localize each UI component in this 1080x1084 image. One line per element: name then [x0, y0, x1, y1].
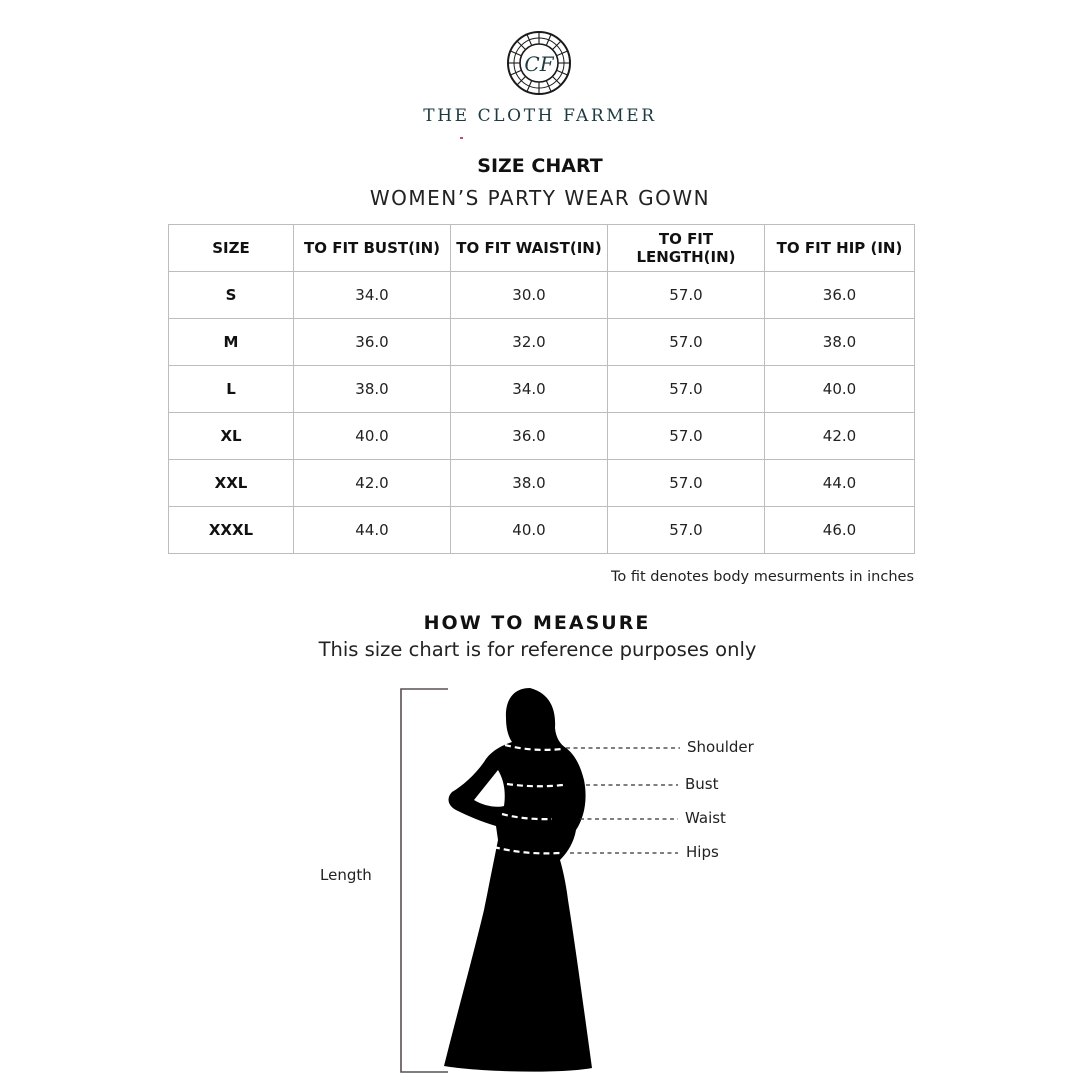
label-shoulder: Shoulder	[687, 738, 754, 756]
column-header-bust: TO FIT BUST(IN)	[294, 225, 451, 272]
waist-cell: 38.0	[451, 460, 608, 507]
size-cell: XXL	[169, 460, 294, 507]
hip-cell: 38.0	[765, 319, 915, 366]
label-length: Length	[320, 866, 372, 884]
bust-cell: 44.0	[294, 507, 451, 554]
waist-cell: 34.0	[451, 366, 608, 413]
length-cell: 57.0	[608, 507, 765, 554]
size-cell: S	[169, 272, 294, 319]
how-to-measure-subtitle: This size chart is for reference purposes only	[318, 638, 757, 661]
length-cell: 57.0	[608, 272, 765, 319]
table-row	[169, 319, 915, 366]
bust-cell: 36.0	[294, 319, 451, 366]
brand-logo	[506, 30, 572, 96]
waist-cell: 32.0	[451, 319, 608, 366]
table-row	[169, 366, 915, 413]
length-cell: 57.0	[608, 319, 765, 366]
table-row	[169, 460, 915, 507]
measurement-note: To fit denotes body mesurments in inches	[611, 569, 914, 585]
length-cell: 57.0	[608, 366, 765, 413]
bust-cell: 42.0	[294, 460, 451, 507]
bust-cell: 34.0	[294, 272, 451, 319]
column-header-size: SIZE	[169, 225, 294, 272]
size-cell: M	[169, 319, 294, 366]
size-cell: XL	[169, 413, 294, 460]
table-row	[169, 413, 915, 460]
label-bust: Bust	[685, 775, 719, 793]
length-cell: 57.0	[608, 460, 765, 507]
page-subtitle: WOMEN’S PARTY WEAR GOWN	[369, 186, 711, 210]
hip-cell: 36.0	[765, 272, 915, 319]
waist-cell: 36.0	[451, 413, 608, 460]
cf-monogram-icon	[506, 30, 572, 96]
label-hips: Hips	[686, 843, 719, 861]
svg-text:CF: CF	[524, 52, 554, 76]
column-header-length: TO FIT LENGTH(IN)	[608, 225, 765, 272]
column-header-hip: TO FIT HIP (IN)	[765, 225, 915, 272]
length-cell: 57.0	[608, 413, 765, 460]
how-to-measure-title: HOW TO MEASURE	[423, 612, 651, 634]
hip-cell: 42.0	[765, 413, 915, 460]
size-chart-table	[168, 224, 915, 554]
size-cell: XXXL	[169, 507, 294, 554]
waist-cell: 30.0	[451, 272, 608, 319]
table-header-row	[169, 225, 915, 272]
table-row	[169, 507, 915, 554]
bust-cell: 38.0	[294, 366, 451, 413]
size-cell: L	[169, 366, 294, 413]
bust-cell: 40.0	[294, 413, 451, 460]
column-header-waist: TO FIT WAIST(IN)	[451, 225, 608, 272]
waist-cell: 40.0	[451, 507, 608, 554]
page-title: SIZE CHART	[477, 155, 603, 177]
label-waist: Waist	[685, 809, 726, 827]
hip-cell: 40.0	[765, 366, 915, 413]
brand-accent-mark	[460, 137, 463, 139]
brand-name: THE CLOTH FARMER	[423, 106, 657, 126]
table-row	[169, 272, 915, 319]
hip-cell: 46.0	[765, 507, 915, 554]
hip-cell: 44.0	[765, 460, 915, 507]
